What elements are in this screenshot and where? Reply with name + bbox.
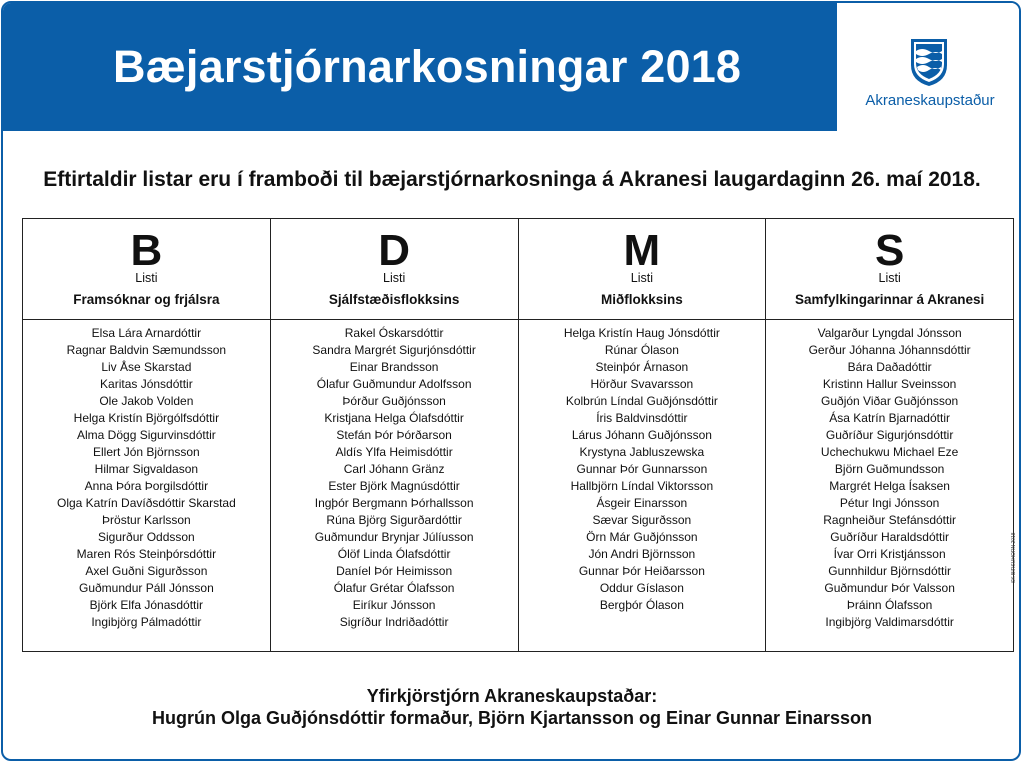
party-name: Samfylkingarinnar á Akranesi (794, 292, 985, 307)
list-letter: S (874, 226, 905, 275)
candidate-name: Guðríður Haraldsdóttir (830, 530, 949, 544)
candidate-name: Daníel Þór Heimisson (336, 564, 453, 578)
candidate-name: Björn Guðmundsson (834, 462, 945, 476)
candidate-name: Anna Þóra Þorgilsdóttir (84, 479, 209, 493)
candidate-name: Kristjana Helga Ólafsdóttir (324, 411, 464, 425)
candidate-name: Ingþór Bergmann Þórhallsson (314, 496, 474, 510)
candidate-name: Ingibjörg Valdimarsdóttir (825, 615, 954, 629)
list-label: Listi (383, 271, 406, 285)
candidate-name: Ólöf Linda Ólafsdóttir (337, 547, 451, 561)
candidate-name: Pétur Ingi Jónsson (839, 496, 940, 510)
list-letter: M (623, 226, 661, 275)
candidate-name: Hörður Svavarsson (590, 377, 694, 391)
candidate-lists-table (22, 218, 1014, 652)
coat-of-arms-icon (909, 37, 949, 87)
candidate-name: Hilmar Sigvaldason (94, 462, 199, 476)
notice-frame (1, 1, 1021, 761)
list-header (766, 219, 1013, 320)
candidate-name: Helga Kristín Haug Jónsdóttir (563, 326, 720, 340)
candidate-name: Jón Andri Björnsson (588, 547, 696, 561)
candidate-name: Maren Rós Steinþórsdóttir (76, 547, 217, 561)
candidate-name: Uchechukwu Michael Eze (820, 445, 959, 459)
list-column-m (519, 219, 767, 651)
candidate-name: Bára Daðadóttir (847, 360, 932, 374)
candidate-name: Margrét Helga Ísaksen (829, 479, 950, 493)
candidate-name: Ester Björk Magnúsdóttir (328, 479, 460, 493)
print-credit: SK BIRSUHORN 2018 (1011, 532, 1017, 583)
election-board-footer (3, 685, 1021, 729)
candidate-name: Alma Dögg Sigurvinsdóttir (77, 428, 216, 442)
candidate-name: Björk Elfa Jónasdóttir (89, 598, 204, 612)
footer-members: Hugrún Olga Guðjónsdóttir formaður, Björn Kjartansson og Einar Gunnar Einarsson (151, 708, 873, 728)
candidate-name: Bergþór Ólason (599, 598, 684, 612)
candidate-name: Sævar Sigurðsson (592, 513, 692, 527)
candidate-name: Ása Katrín Bjarnadóttir (829, 411, 950, 425)
list-label: Listi (878, 271, 901, 285)
list-header (519, 219, 766, 320)
list-column-d (271, 219, 519, 651)
candidate-name: Guðmundur Þór Valsson (824, 581, 955, 595)
list-label: Listi (630, 271, 653, 285)
candidate-name: Ingibjörg Pálmadóttir (91, 615, 202, 629)
list-letter: B (130, 226, 163, 275)
candidate-name: Helga Kristín Björgólfsdóttir (73, 411, 220, 425)
candidate-name: Krystyna Jabluszewska (579, 445, 705, 459)
candidate-name: Oddur Gíslason (599, 581, 684, 595)
candidate-name: Ole Jakob Volden (99, 394, 194, 408)
list-letter: D (378, 226, 411, 275)
candidate-name: Aldís Ylfa Heimisdóttir (335, 445, 453, 459)
list-header (23, 219, 270, 320)
candidate-name: Kristinn Hallur Sveinsson (822, 377, 957, 391)
candidate-name: Ívar Orri Kristjánsson (833, 547, 946, 561)
candidate-list (271, 320, 518, 631)
candidate-name: Þröstur Karlsson (102, 513, 191, 527)
candidate-name: Steinþór Árnason (595, 360, 689, 374)
list-column-s (766, 219, 1013, 651)
candidate-name: Íris Baldvinsdóttir (596, 411, 688, 425)
page-title: Bæjarstjórnarkosningar 2018 (113, 41, 742, 92)
candidate-name: Sandra Margrét Sigurjónsdóttir (312, 343, 476, 357)
list-column-b (23, 219, 271, 651)
candidate-name: Þórður Guðjónsson (342, 394, 446, 408)
candidate-name: Karitas Jónsdóttir (100, 377, 193, 391)
list-label: Listi (135, 271, 158, 285)
candidate-name: Hallbjörn Líndal Viktorsson (570, 479, 714, 493)
candidate-name: Rúna Björg Sigurðardóttir (326, 513, 462, 527)
candidate-name: Elsa Lára Arnardóttir (91, 326, 202, 340)
logo-text: Akraneskaupstaður (865, 92, 995, 109)
candidate-name: Sigurður Oddsson (98, 530, 195, 544)
candidate-list (23, 320, 270, 631)
logo-box (839, 3, 1021, 131)
candidate-name: Ellert Jón Björnsson (93, 445, 200, 459)
title-banner (3, 3, 837, 131)
candidate-name: Ólafur Guðmundur Adolfsson (316, 377, 472, 391)
candidate-name: Rakel Óskarsdóttir (344, 326, 444, 340)
candidate-name: Örn Már Guðjónsson (586, 530, 698, 544)
candidate-name: Rúnar Ólason (604, 343, 679, 357)
candidate-name: Lárus Jóhann Guðjónsson (571, 428, 712, 442)
party-name: Sjálfstæðisflokksins (328, 292, 460, 307)
footer-heading: Yfirkjörstjórn Akraneskaupstaðar: (366, 686, 658, 706)
candidate-name: Ragnar Baldvin Sæmundsson (66, 343, 227, 357)
candidate-name: Liv Åse Skarstad (101, 360, 192, 374)
party-name: Framsóknar og frjálsra (73, 292, 220, 307)
candidate-name: Guðjón Viðar Guðjónsson (821, 394, 959, 408)
candidate-list (519, 320, 766, 614)
candidate-name: Guðmundur Brynjar Júlíusson (314, 530, 474, 544)
candidate-name: Ásgeir Einarsson (596, 496, 688, 510)
candidate-name: Sigríður Indriðadóttir (339, 615, 449, 629)
candidate-name: Axel Guðni Sigurðsson (85, 564, 208, 578)
candidate-name: Þráinn Ólafsson (846, 598, 933, 612)
candidate-name: Gunnhildur Björnsdóttir (828, 564, 951, 578)
candidate-name: Eiríkur Jónsson (352, 598, 436, 612)
candidate-name: Gerður Jóhanna Jóhannsdóttir (808, 343, 971, 357)
candidate-name: Kolbrún Líndal Guðjónsdóttir (565, 394, 718, 408)
candidate-name: Gunnar Þór Heiðarsson (578, 564, 705, 578)
candidate-name: Valgarður Lyngdal Jónsson (817, 326, 962, 340)
candidate-name: Einar Brandsson (349, 360, 439, 374)
candidate-name: Gunnar Þór Gunnarsson (576, 462, 708, 476)
candidate-name: Stefán Þór Þórðarson (336, 428, 452, 442)
candidate-name: Ólafur Grétar Ólafsson (333, 581, 455, 595)
candidate-list (766, 320, 1013, 631)
party-name: Miðflokksins (600, 292, 683, 307)
candidate-name: Guðríður Sigurjónsdóttir (825, 428, 954, 442)
intro-text: Eftirtaldir listar eru í framboði til bæjarstjórnarkosninga á Akranesi laugardaginn 26. maí 2018. (43, 168, 981, 191)
candidate-name: Guðmundur Páll Jónsson (79, 581, 214, 595)
list-header (271, 219, 518, 320)
candidate-name: Ragnheiður Stefánsdóttir (823, 513, 956, 527)
candidate-name: Olga Katrín Davíðsdóttir Skarstad (57, 496, 236, 510)
candidate-name: Carl Jóhann Gränz (343, 462, 445, 476)
